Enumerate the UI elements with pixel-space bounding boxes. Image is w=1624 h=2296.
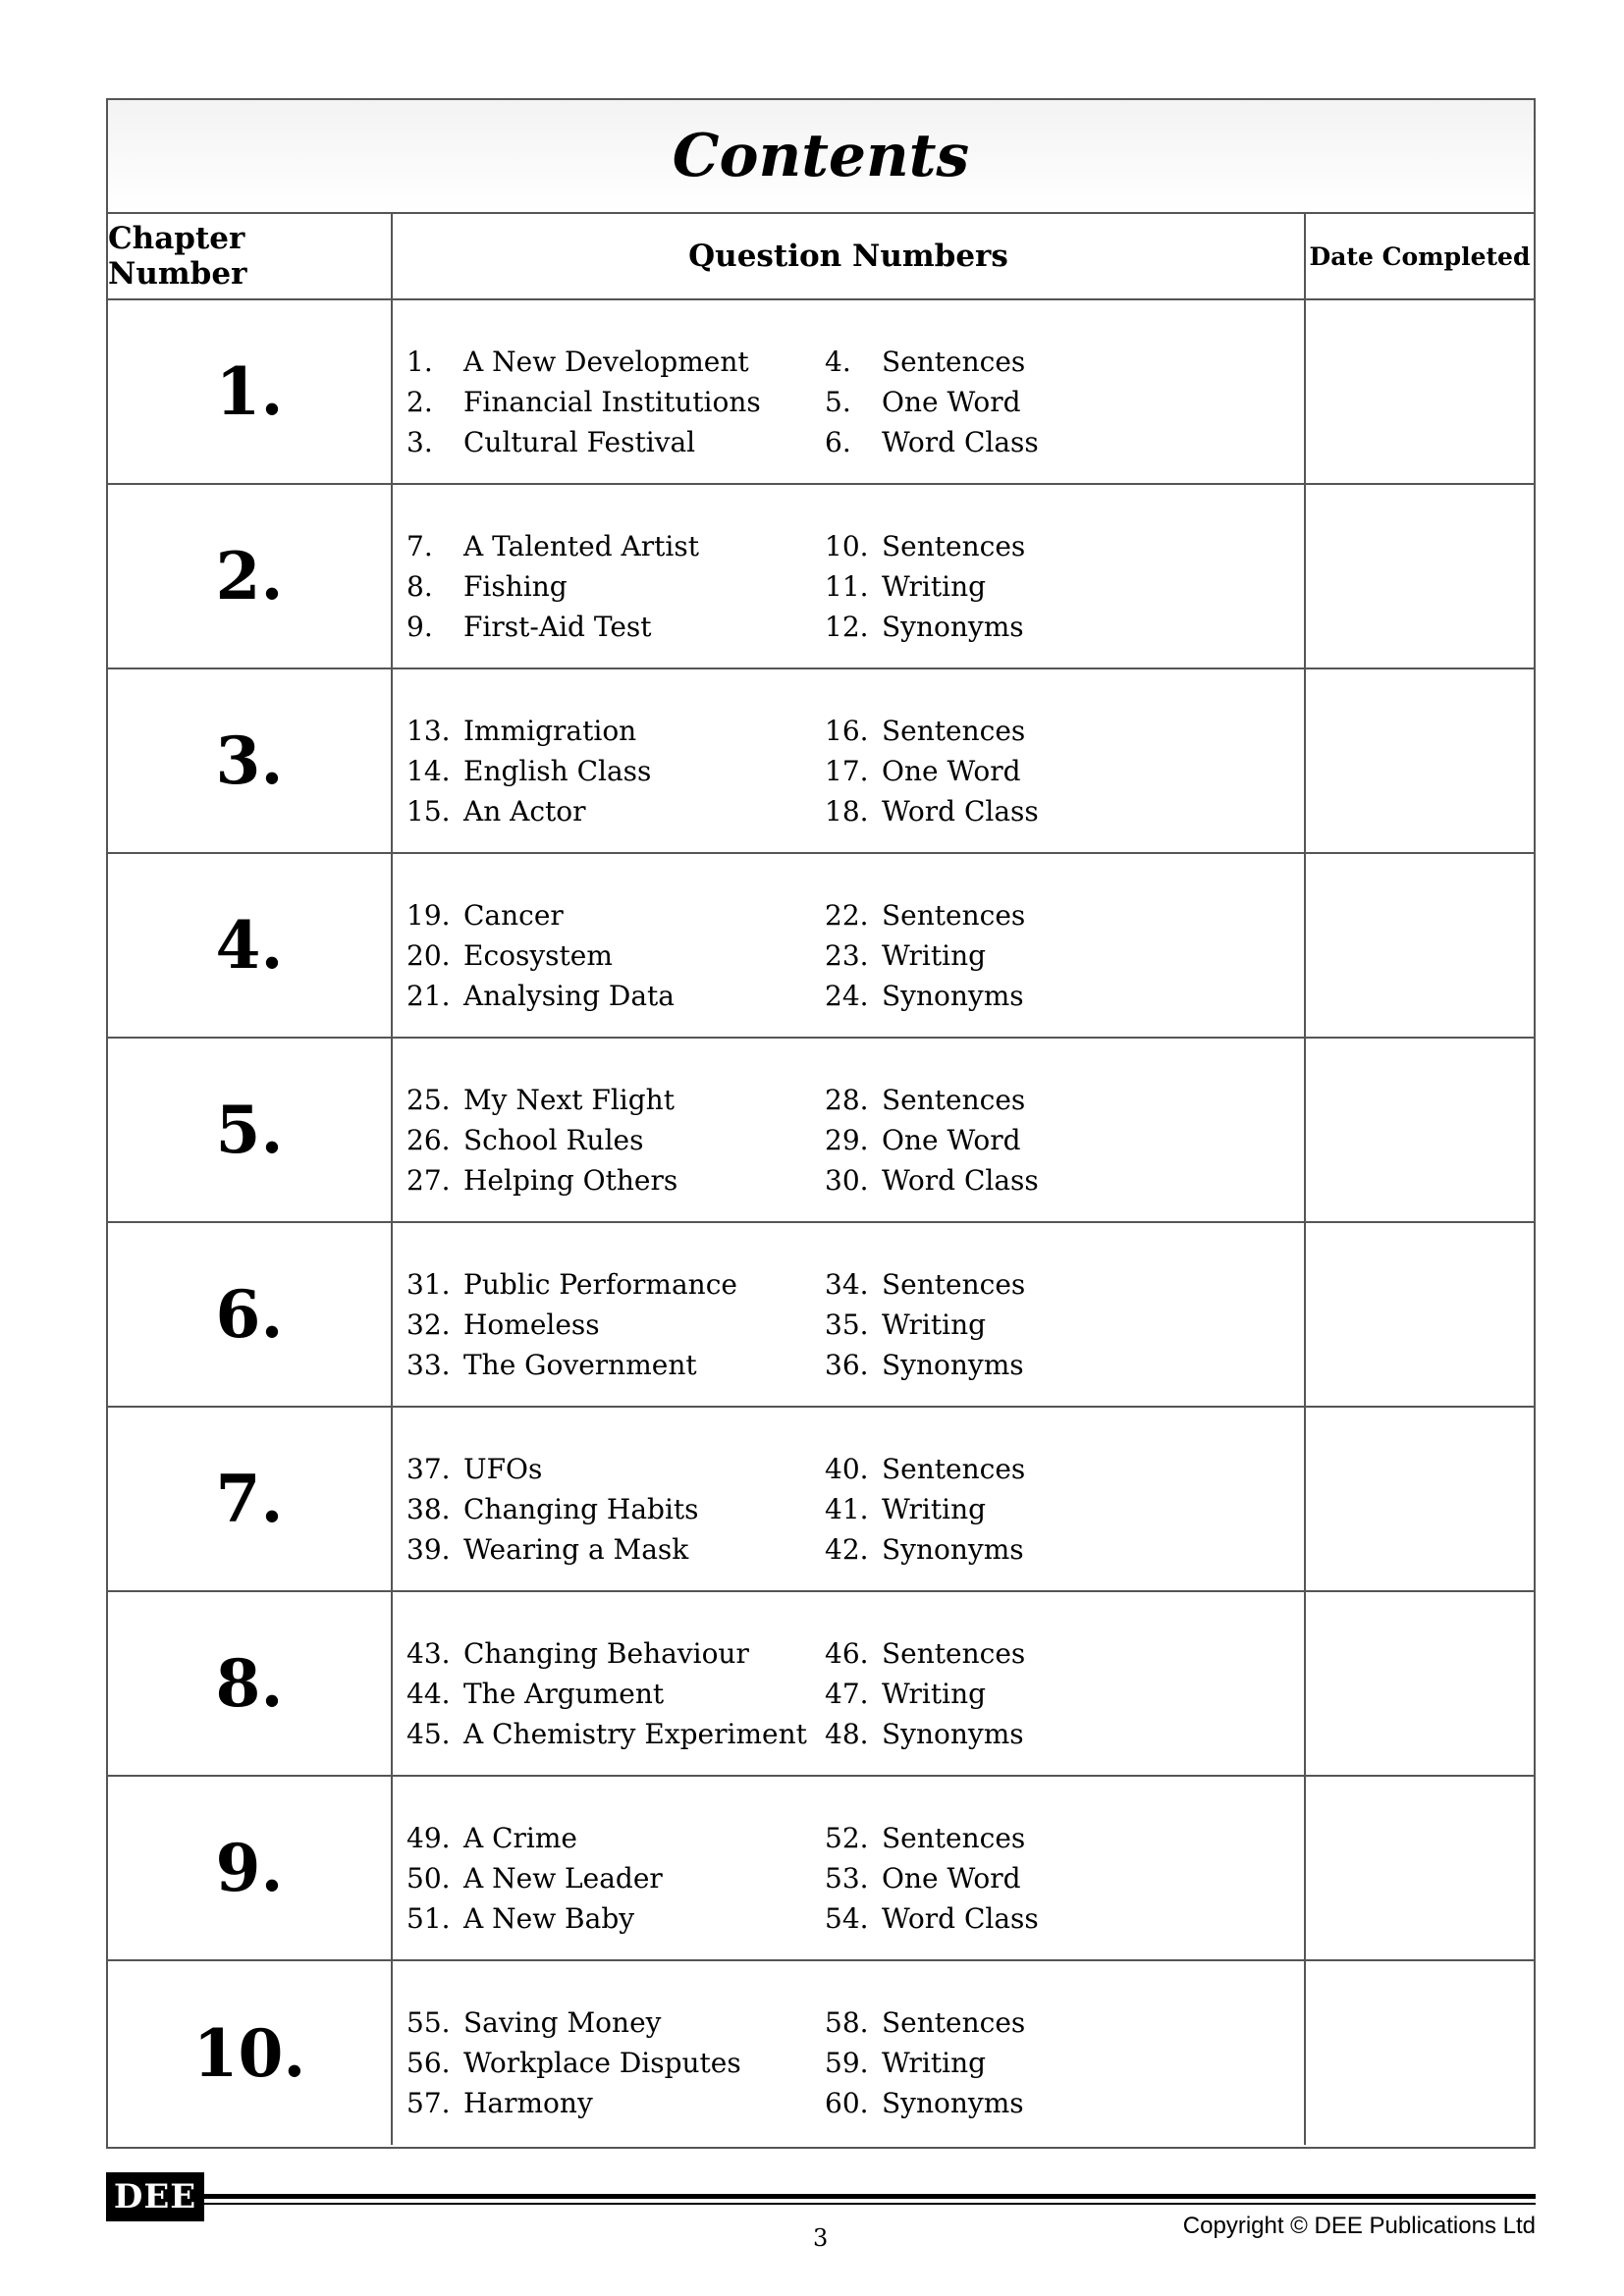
question-item (406, 2002, 741, 2043)
question-list-right (825, 526, 1025, 647)
question-title: My Next Flight (463, 1084, 675, 1116)
question-item (406, 382, 761, 422)
question-item (825, 791, 1039, 831)
question-title: Homeless (463, 1308, 600, 1341)
question-number: 34. (825, 1268, 869, 1301)
question-item (825, 1449, 1025, 1489)
question-title: Sentences (882, 530, 1026, 562)
question-title: Harmony (463, 2087, 593, 2119)
question-number: 26. (406, 1124, 451, 1156)
question-title: One Word (882, 755, 1021, 787)
question-cell (393, 1592, 1306, 1775)
question-item (825, 1898, 1039, 1939)
question-item (406, 935, 675, 976)
question-number: 24. (825, 980, 869, 1012)
question-title: Word Class (882, 795, 1039, 828)
question-item (406, 1345, 737, 1385)
question-title: Changing Habits (463, 1493, 699, 1525)
question-number: 49. (406, 1822, 451, 1854)
chapter-row (108, 1592, 1534, 1777)
question-title: Synonyms (882, 611, 1024, 643)
question-item (825, 2043, 1025, 2083)
question-number: 22. (825, 899, 869, 932)
date-completed-cell[interactable] (1306, 485, 1534, 667)
question-title: Word Class (882, 426, 1039, 458)
date-completed-cell[interactable] (1306, 669, 1534, 852)
question-item (406, 1858, 663, 1898)
question-item (825, 1858, 1039, 1898)
question-item (825, 1305, 1025, 1345)
chapter-number: 4. (108, 854, 393, 1037)
question-number: 18. (825, 795, 869, 828)
contents-table (106, 98, 1536, 2149)
question-number: 60. (825, 2087, 869, 2119)
question-item (825, 935, 1025, 976)
date-completed-cell[interactable] (1306, 854, 1534, 1037)
question-list-left (406, 1818, 663, 1939)
date-completed-cell[interactable] (1306, 1223, 1534, 1406)
question-item (406, 1674, 807, 1714)
chapter-row (108, 1961, 1534, 2145)
question-title: Writing (882, 2047, 987, 2079)
question-item (825, 342, 1039, 382)
question-number: 17. (825, 755, 869, 787)
chapter-number-header: Chapter Number (108, 214, 393, 298)
question-number: 3. (406, 426, 433, 458)
question-number: 57. (406, 2087, 451, 2119)
question-item (825, 1080, 1039, 1120)
question-title: A Chemistry Experiment (463, 1718, 807, 1750)
question-number: 47. (825, 1678, 869, 1710)
question-number: 51. (406, 1902, 451, 1935)
question-number: 41. (825, 1493, 869, 1525)
question-number: 5. (825, 386, 851, 418)
question-number: 38. (406, 1493, 451, 1525)
question-list-left (406, 1449, 699, 1570)
question-number: 23. (825, 939, 869, 972)
question-item (406, 607, 699, 647)
question-item (825, 1529, 1025, 1570)
date-completed-cell[interactable] (1306, 300, 1534, 483)
question-list-right (825, 1080, 1039, 1201)
chapter-row (108, 300, 1534, 485)
question-title: UFOs (463, 1453, 543, 1485)
question-number: 27. (406, 1164, 451, 1197)
question-title: A Talented Artist (463, 530, 699, 562)
date-completed-cell[interactable] (1306, 1961, 1534, 2145)
chapter-number: 5. (108, 1039, 393, 1221)
question-number: 54. (825, 1902, 869, 1935)
question-title: Writing (882, 1308, 987, 1341)
question-item (406, 976, 675, 1016)
question-number: 28. (825, 1084, 869, 1116)
question-title: Sentences (882, 1637, 1026, 1670)
question-title: Writing (882, 1493, 987, 1525)
question-number: 36. (825, 1349, 869, 1381)
question-list-right (825, 1633, 1025, 1754)
question-title: An Actor (463, 795, 586, 828)
copyright-text: Copyright © DEE Publications Ltd (1182, 2213, 1536, 2239)
question-number: 10. (825, 530, 869, 562)
question-item (825, 895, 1025, 935)
question-numbers-header: Question Numbers (393, 214, 1306, 298)
chapter-row (108, 1408, 1534, 1592)
question-item (406, 526, 699, 566)
question-title: Sentences (882, 899, 1026, 932)
question-item (406, 1120, 677, 1160)
question-number: 14. (406, 755, 451, 787)
date-completed-cell[interactable] (1306, 1592, 1534, 1775)
question-item (406, 1080, 677, 1120)
question-title: A New Leader (463, 1862, 663, 1895)
question-item (825, 422, 1039, 462)
question-number: 4. (825, 346, 851, 378)
header-row (108, 214, 1534, 300)
question-title: One Word (882, 1124, 1021, 1156)
question-item (406, 1160, 677, 1201)
question-item (406, 1305, 737, 1345)
question-number: 25. (406, 1084, 451, 1116)
question-number: 55. (406, 2006, 451, 2039)
question-title: Fishing (463, 570, 568, 603)
question-item (406, 2083, 741, 2123)
question-list-right (825, 1264, 1025, 1385)
question-item (406, 1489, 699, 1529)
question-title: Helping Others (463, 1164, 678, 1197)
question-cell (393, 1777, 1306, 1959)
question-list-right (825, 1449, 1025, 1570)
question-item (825, 711, 1039, 751)
question-item (406, 711, 651, 751)
question-title: Synonyms (882, 1718, 1024, 1750)
question-item (825, 2002, 1025, 2043)
question-title: Word Class (882, 1164, 1039, 1197)
question-title: A New Development (463, 346, 749, 378)
question-number: 8. (406, 570, 433, 603)
question-item (825, 976, 1025, 1016)
title-row (108, 100, 1534, 214)
question-item (406, 1633, 807, 1674)
question-number: 45. (406, 1718, 451, 1750)
question-cell (393, 854, 1306, 1037)
question-item (406, 1529, 699, 1570)
chapter-row (108, 1777, 1534, 1961)
question-number: 16. (825, 715, 869, 747)
question-title: Writing (882, 939, 987, 972)
question-list-right (825, 895, 1025, 1016)
dee-logo: DEE (106, 2172, 204, 2221)
chapter-number: 10. (108, 1961, 393, 2145)
question-title: A Crime (463, 1822, 578, 1854)
question-number: 43. (406, 1637, 451, 1670)
question-number: 20. (406, 939, 451, 972)
question-item (406, 1714, 807, 1754)
question-item (825, 751, 1039, 791)
question-item (406, 791, 651, 831)
question-cell (393, 669, 1306, 852)
question-number: 56. (406, 2047, 451, 2079)
question-item (406, 342, 761, 382)
footer-rule-thin (204, 2203, 1536, 2205)
question-number: 52. (825, 1822, 869, 1854)
question-number: 1. (406, 346, 433, 378)
question-cell (393, 1223, 1306, 1406)
question-title: Saving Money (463, 2006, 662, 2039)
question-cell (393, 1039, 1306, 1221)
chapter-number: 3. (108, 669, 393, 852)
question-list-right (825, 1818, 1039, 1939)
question-list-left (406, 1080, 677, 1201)
question-item (406, 895, 675, 935)
question-cell (393, 300, 1306, 483)
question-item (825, 2083, 1025, 2123)
question-title: Synonyms (882, 2087, 1024, 2119)
question-number: 44. (406, 1678, 451, 1710)
chapter-number: 1. (108, 300, 393, 483)
question-title: Financial Institutions (463, 386, 761, 418)
question-number: 40. (825, 1453, 869, 1485)
question-title: School Rules (463, 1124, 644, 1156)
date-completed-header: Date Completed (1309, 241, 1531, 271)
question-list-left (406, 1633, 807, 1754)
chapter-number: 6. (108, 1223, 393, 1406)
question-list-left (406, 711, 651, 831)
question-title: Word Class (882, 1902, 1039, 1935)
question-number: 33. (406, 1349, 451, 1381)
question-number: 12. (825, 611, 869, 643)
question-title: Sentences (882, 1453, 1026, 1485)
footer-rule (204, 2194, 1536, 2199)
question-item (406, 566, 699, 607)
question-number: 58. (825, 2006, 869, 2039)
question-list-left (406, 526, 699, 647)
chapter-row (108, 854, 1534, 1039)
question-item (825, 1120, 1039, 1160)
question-item (825, 526, 1025, 566)
question-title: Public Performance (463, 1268, 737, 1301)
chapter-number: 8. (108, 1592, 393, 1775)
question-title: Synonyms (882, 1533, 1024, 1566)
question-number: 48. (825, 1718, 869, 1750)
question-title: Ecosystem (463, 939, 613, 972)
question-list-left (406, 1264, 737, 1385)
question-title: Writing (882, 1678, 987, 1710)
question-item (825, 1674, 1025, 1714)
question-item (825, 1264, 1025, 1305)
question-number: 2. (406, 386, 433, 418)
question-item (406, 2043, 741, 2083)
footer (106, 2172, 1536, 2252)
question-title: First-Aid Test (463, 611, 652, 643)
question-title: Immigration (463, 715, 637, 747)
question-item (406, 1818, 663, 1858)
question-number: 42. (825, 1533, 869, 1566)
chapter-row (108, 1039, 1534, 1223)
question-title: The Government (463, 1349, 697, 1381)
question-item (406, 1264, 737, 1305)
question-title: One Word (882, 386, 1021, 418)
question-item (825, 1633, 1025, 1674)
question-title: One Word (882, 1862, 1021, 1895)
question-title: Wearing a Mask (463, 1533, 689, 1566)
question-title: Sentences (882, 2006, 1026, 2039)
question-number: 19. (406, 899, 451, 932)
question-title: A New Baby (463, 1902, 635, 1935)
date-completed-cell[interactable] (1306, 1039, 1534, 1221)
chapter-row (108, 1223, 1534, 1408)
question-number: 35. (825, 1308, 869, 1341)
question-number: 21. (406, 980, 451, 1012)
date-completed-cell[interactable] (1306, 1408, 1534, 1590)
question-list-right (825, 2002, 1025, 2123)
question-cell (393, 485, 1306, 667)
question-number: 9. (406, 611, 433, 643)
question-item (406, 1898, 663, 1939)
question-item (825, 1345, 1025, 1385)
question-number: 29. (825, 1124, 869, 1156)
question-item (825, 607, 1025, 647)
question-title: Sentences (882, 1084, 1026, 1116)
question-number: 53. (825, 1862, 869, 1895)
question-title: Synonyms (882, 1349, 1024, 1381)
question-number: 39. (406, 1533, 451, 1566)
page-number: 3 (813, 2224, 829, 2252)
question-number: 15. (406, 795, 451, 828)
question-number: 7. (406, 530, 433, 562)
date-completed-cell[interactable] (1306, 1777, 1534, 1959)
question-number: 6. (825, 426, 851, 458)
question-item (825, 1160, 1039, 1201)
question-title: Sentences (882, 1822, 1026, 1854)
question-item (406, 422, 761, 462)
question-item (825, 1489, 1025, 1529)
question-number: 37. (406, 1453, 451, 1485)
question-item (825, 1818, 1039, 1858)
question-title: Cancer (463, 899, 564, 932)
question-title: The Argument (463, 1678, 665, 1710)
question-cell (393, 1408, 1306, 1590)
question-number: 59. (825, 2047, 869, 2079)
question-title: Workplace Disputes (463, 2047, 741, 2079)
question-list-right (825, 342, 1039, 462)
question-list-left (406, 2002, 741, 2123)
question-item (406, 751, 651, 791)
chapter-number: 7. (108, 1408, 393, 1590)
question-item (825, 566, 1025, 607)
question-list-left (406, 342, 761, 462)
question-number: 31. (406, 1268, 451, 1301)
question-title: Changing Behaviour (463, 1637, 749, 1670)
question-number: 11. (825, 570, 869, 603)
question-title: Sentences (882, 715, 1026, 747)
question-number: 46. (825, 1637, 869, 1670)
question-item (406, 1449, 699, 1489)
question-item (825, 1714, 1025, 1754)
question-number: 13. (406, 715, 451, 747)
question-number: 30. (825, 1164, 869, 1197)
question-title: Synonyms (882, 980, 1024, 1012)
question-list-left (406, 895, 675, 1016)
chapter-rows (108, 300, 1534, 2145)
question-cell (393, 1961, 1306, 2145)
chapter-row (108, 485, 1534, 669)
chapter-number: 2. (108, 485, 393, 667)
question-title: Cultural Festival (463, 426, 696, 458)
question-item (825, 382, 1039, 422)
question-title: Analysing Data (463, 980, 675, 1012)
question-title: English Class (463, 755, 652, 787)
question-title: Sentences (882, 346, 1026, 378)
question-number: 32. (406, 1308, 451, 1341)
question-title: Writing (882, 570, 987, 603)
question-title: Sentences (882, 1268, 1026, 1301)
question-number: 50. (406, 1862, 451, 1895)
question-list-right (825, 711, 1039, 831)
page-title: Contents (672, 122, 970, 190)
chapter-row (108, 669, 1534, 854)
chapter-number: 9. (108, 1777, 393, 1959)
